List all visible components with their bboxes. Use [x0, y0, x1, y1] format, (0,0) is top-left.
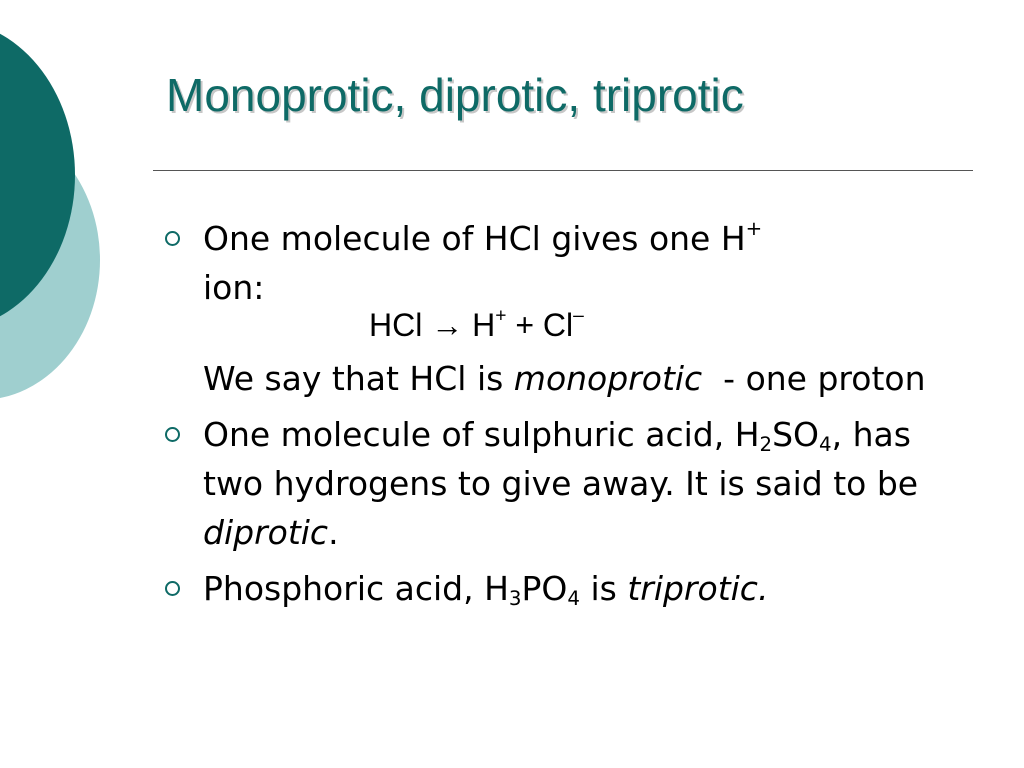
bullet3-text: Phosphoric acid, $H_3PO_4$ is triprotic. [203, 569, 769, 610]
reaction-arrow-icon: → [431, 307, 464, 343]
bullet1-text: One molecule of HCl gives one H+ ion: [203, 217, 763, 307]
hollow-circle-bullet-icon [165, 581, 180, 596]
bullet-item-triprotic [165, 564, 945, 613]
slide-body [165, 214, 945, 613]
monoprotic-note: We say that HCl is monoprotic - one proton [203, 359, 926, 398]
title-divider [153, 170, 973, 171]
hollow-circle-bullet-icon [165, 231, 180, 246]
slide-title: Monoprotic, diprotic, triprotic [166, 69, 744, 121]
hollow-circle-bullet-icon [165, 427, 180, 442]
bullet2-text: One molecule of sulphuric acid, $H_2SO_4$, has two hydrogens to give away. It is said to be diprotic. [203, 415, 919, 552]
bullet-item-diprotic [165, 410, 945, 557]
hcl-dissociation-equation: HCl → H+ + Cl– [369, 305, 584, 343]
bullet-item-monoprotic [165, 214, 945, 403]
